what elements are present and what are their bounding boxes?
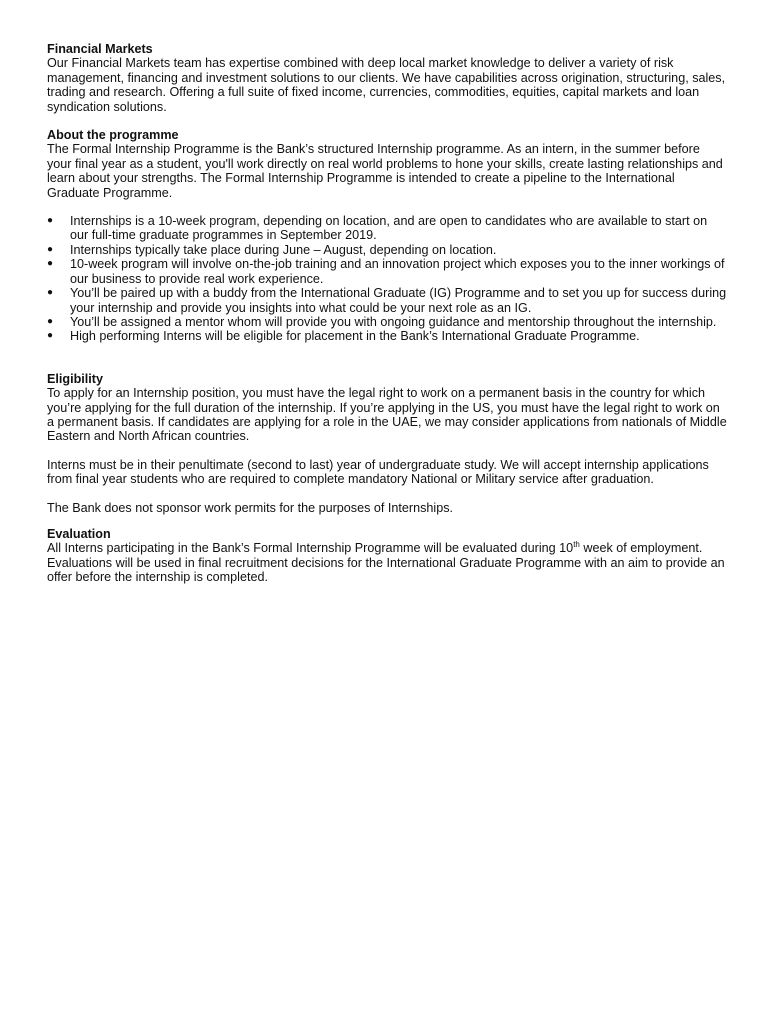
- list-item: [47, 315, 727, 329]
- bullet-icon: ●: [47, 315, 54, 327]
- evaluation-heading: Evaluation: [47, 526, 111, 541]
- list-item-text: 10-week program will involve on-the-job training and an innovation project which exposes you to the inner workings of our business to provide real work experience.: [70, 257, 725, 286]
- eligibility-paragraph-3: The Bank does not sponsor work permits for the purposes of Internships.: [47, 500, 454, 515]
- list-item-text: High performing Interns will be eligible for placement in the Bank’s International Graduate Programme.: [70, 329, 640, 344]
- financial-markets-body: Our Financial Markets team has expertise combined with deep local market knowledge to deliver a variety of risk management, financing and investment solutions to our clients. We have capabilities across origination, structuring, sales, trading and research. Offering a full suite of fixed income, currencies, commodities, equities, capital markets and loan syndication solutions.: [47, 56, 726, 114]
- list-item-text: Internships is a 10-week program, depending on location, and are open to candidates who are available to start on our full-time graduate programmes in September 2019.: [70, 214, 708, 243]
- eligibility-heading: Eligibility: [47, 371, 103, 386]
- eligibility-paragraph-2: Interns must be in their penultimate (second to last) year of undergraduate study. We will accept internship applications from final year students who are required to complete mandatory National or Military service after graduation.: [47, 457, 709, 487]
- bullet-icon: ●: [47, 330, 54, 342]
- about-programme-body: The Formal Internship Programme is the Bank’s structured Internship programme. As an intern, in the summer before your final year as a student, you'll work directly on real world problems to hone your skills, create lasting relationships and learn about your strengths. The Formal Internship Programme is intended to create a pipeline to the International Graduate Programme.: [47, 142, 723, 200]
- eligibility-section: [47, 372, 727, 515]
- evaluation-section: [47, 527, 727, 585]
- financial-markets-section: [47, 42, 727, 114]
- bullet-icon: ●: [47, 287, 54, 299]
- bullet-icon: ●: [47, 258, 54, 270]
- evaluation-superscript: th: [573, 540, 580, 550]
- evaluation-body: [47, 541, 727, 584]
- list-item-text: You’ll be paired up with a buddy from the International Graduate (IG) Programme and to set you up for success during your internship and provide you insights into what could be your next role as an IG.: [70, 286, 727, 315]
- list-item: [47, 243, 727, 257]
- bullet-icon: ●: [47, 243, 54, 255]
- programme-bullet-list: [47, 214, 727, 344]
- list-item-text: You’ll be assigned a mentor whom will provide you with ongoing guidance and mentorship throughout the internship.: [70, 314, 717, 329]
- about-programme-section: [47, 128, 727, 344]
- bullet-icon: ●: [47, 215, 54, 227]
- financial-markets-heading: Financial Markets: [47, 42, 153, 56]
- list-item: [47, 286, 727, 315]
- about-programme-heading: About the programme: [47, 128, 179, 143]
- list-item-text: Internships typically take place during June – August, depending on location.: [70, 242, 497, 257]
- list-item: [47, 329, 727, 343]
- document-page: [47, 42, 727, 585]
- eligibility-paragraph-1: To apply for an Internship position, you must have the legal right to work on a permanent basis in the country for which you’re applying for the full duration of the internship. If you’re applying in the US, you must have the legal right to work on a permanent basis. If candidates are applying for a role in the UAE, we may consider applications from nationals of Middle Eastern and North African countries.: [47, 386, 727, 444]
- evaluation-text-start: All Interns participating in the Bank’s Formal Internship Programme will be evaluated during 10: [47, 541, 574, 556]
- list-item: [47, 257, 727, 286]
- evaluation-text-end: week of employment. Evaluations will be used in final recruitment decisions for the International Graduate Programme with an aim to provide an offer before the internship is completed.: [47, 541, 725, 585]
- list-item: [47, 214, 727, 243]
